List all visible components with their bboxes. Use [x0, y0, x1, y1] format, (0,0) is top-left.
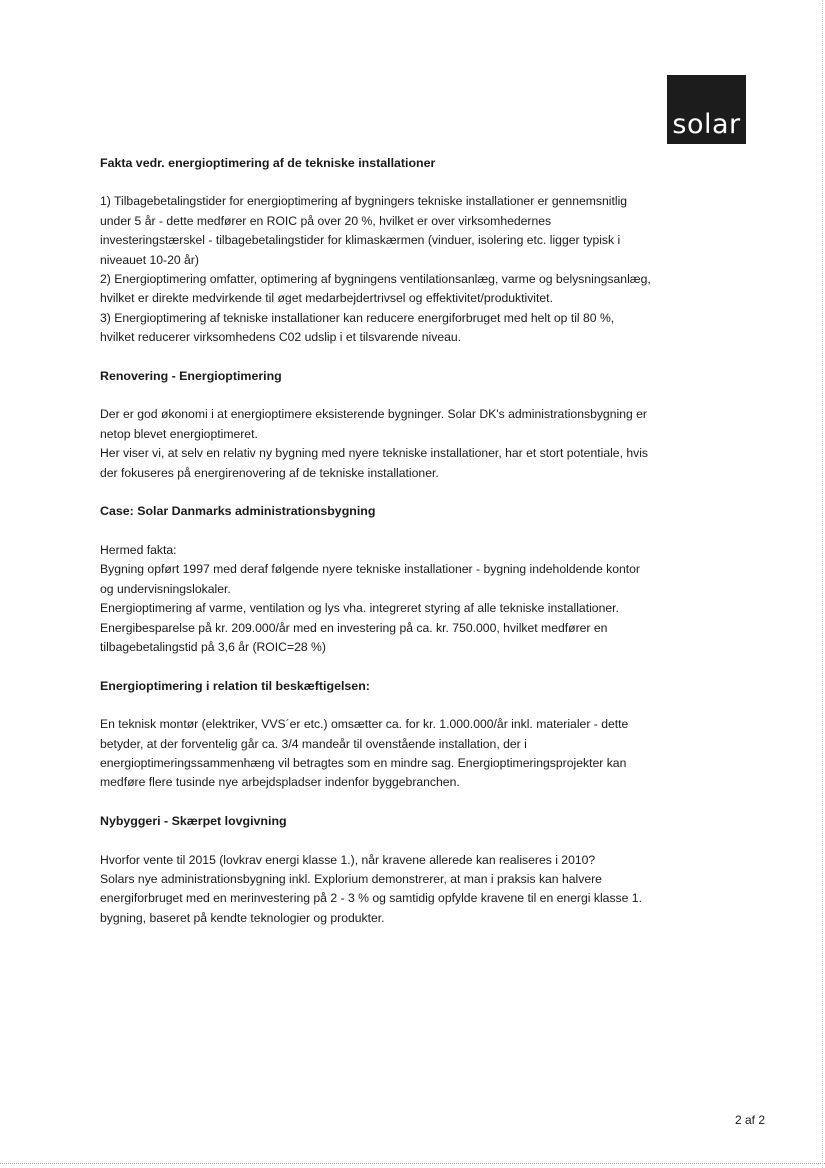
- paragraph: 2) Energioptimering omfatter, optimering af bygningens ventilationsanlæg, varme og belysningsanlæg, hvilket er direkte medvirkende til øget medarbejdertrivsel og effektivitet/produktivitet.: [100, 272, 651, 306]
- paragraph: Energibesparelse på kr. 209.000/år med en investering på ca. kr. 750.000, hvilket medfører en tilbagebetalingstid på 3,6 år (ROIC=28 %): [100, 620, 608, 654]
- paragraph: Hermed fakta:: [100, 542, 177, 557]
- document-body: [100, 154, 652, 948]
- section-heading: Fakta vedr. energioptimering af de tekniske installationer: [100, 156, 436, 170]
- page-number: 2 af 2: [735, 1113, 766, 1127]
- solar-logo: [667, 75, 746, 144]
- section-heading: Case: Solar Danmarks administrationsbygning: [100, 504, 376, 519]
- paragraph: Her viser vi, at selv en relativ ny bygning med nyere tekniske installationer, har et stort potentiale, hvis der fokuseres på energirenovering af de tekniske installationer.: [100, 446, 649, 480]
- paragraph: Energioptimering af varme, ventilation og lys vha. integreret styring af alle tekniske installationer.: [100, 601, 619, 616]
- scan-edge-right: [822, 0, 823, 1168]
- section-beskaeftigelse: [100, 677, 652, 793]
- section-heading: Energioptimering i relation til beskæftigelsen:: [100, 678, 370, 693]
- paragraph: Hvorfor vente til 2015 (lovkrav energi klasse 1.), når kravene allerede kan realiseres i 2010?: [100, 852, 596, 867]
- paragraph: Solars nye administrationsbygning inkl. Explorium demonstrerer, at man i praksis kan halvere energiforbruget med en merinvestering på 2 - 3 % og samtidig opfylde kravene til en energi klasse 1. bygning, baseret på kendte teknologier og produkter.: [100, 871, 642, 925]
- logo-text: solar: [672, 109, 741, 140]
- paragraph: 1) Tilbagebetalingstider for energioptimering af bygningers tekniske installationer er gennemsnitlig under 5 år - dette medfører en ROIC på over 20 %, hvilket er over virksomhedernes investeringstærskel - tilbagebetalingstider for klimaskærmen (vinduer, isolering etc. ligger typisk i niveauet 10-20 år): [100, 194, 628, 267]
- section-heading: Renovering - Energioptimering: [100, 369, 282, 384]
- scan-edge-bottom: [0, 1163, 825, 1164]
- paragraph: En teknisk montør (elektriker, VVS´er etc.) omsætter ca. for kr. 1.000.000/år inkl. materialer - dette betyder, at der forventelig går ca. 3/4 mandeår til ovenstående installation, der i energioptimeringssammenhæng vil betragtes som en mindre sag. Energioptimeringsprojekter kan medføre flere tusinde nye arbejdspladser indenfor byggebranchen.: [100, 717, 629, 790]
- paragraph: Der er god økonomi i at energioptimere eksisterende bygninger. Solar DK's administrationsbygning er netop blevet energioptimeret.: [100, 407, 647, 441]
- paragraph: 3) Energioptimering af tekniske installationer kan reducere energiforbruget med helt op til 80 %, hvilket reducerer virksomhedens C02 udslip i et tilsvarende niveau.: [100, 310, 615, 345]
- section-nybyggeri: [100, 812, 652, 928]
- section-case: [100, 502, 652, 657]
- section-heading: Nybyggeri - Skærpet lovgivning: [100, 814, 287, 829]
- paragraph: Bygning opført 1997 med deraf følgende nyere tekniske installationer - bygning indeholdende kontor og undervisningslokaler.: [100, 562, 640, 596]
- section-fakta: [100, 154, 652, 348]
- section-renovering: [100, 367, 652, 483]
